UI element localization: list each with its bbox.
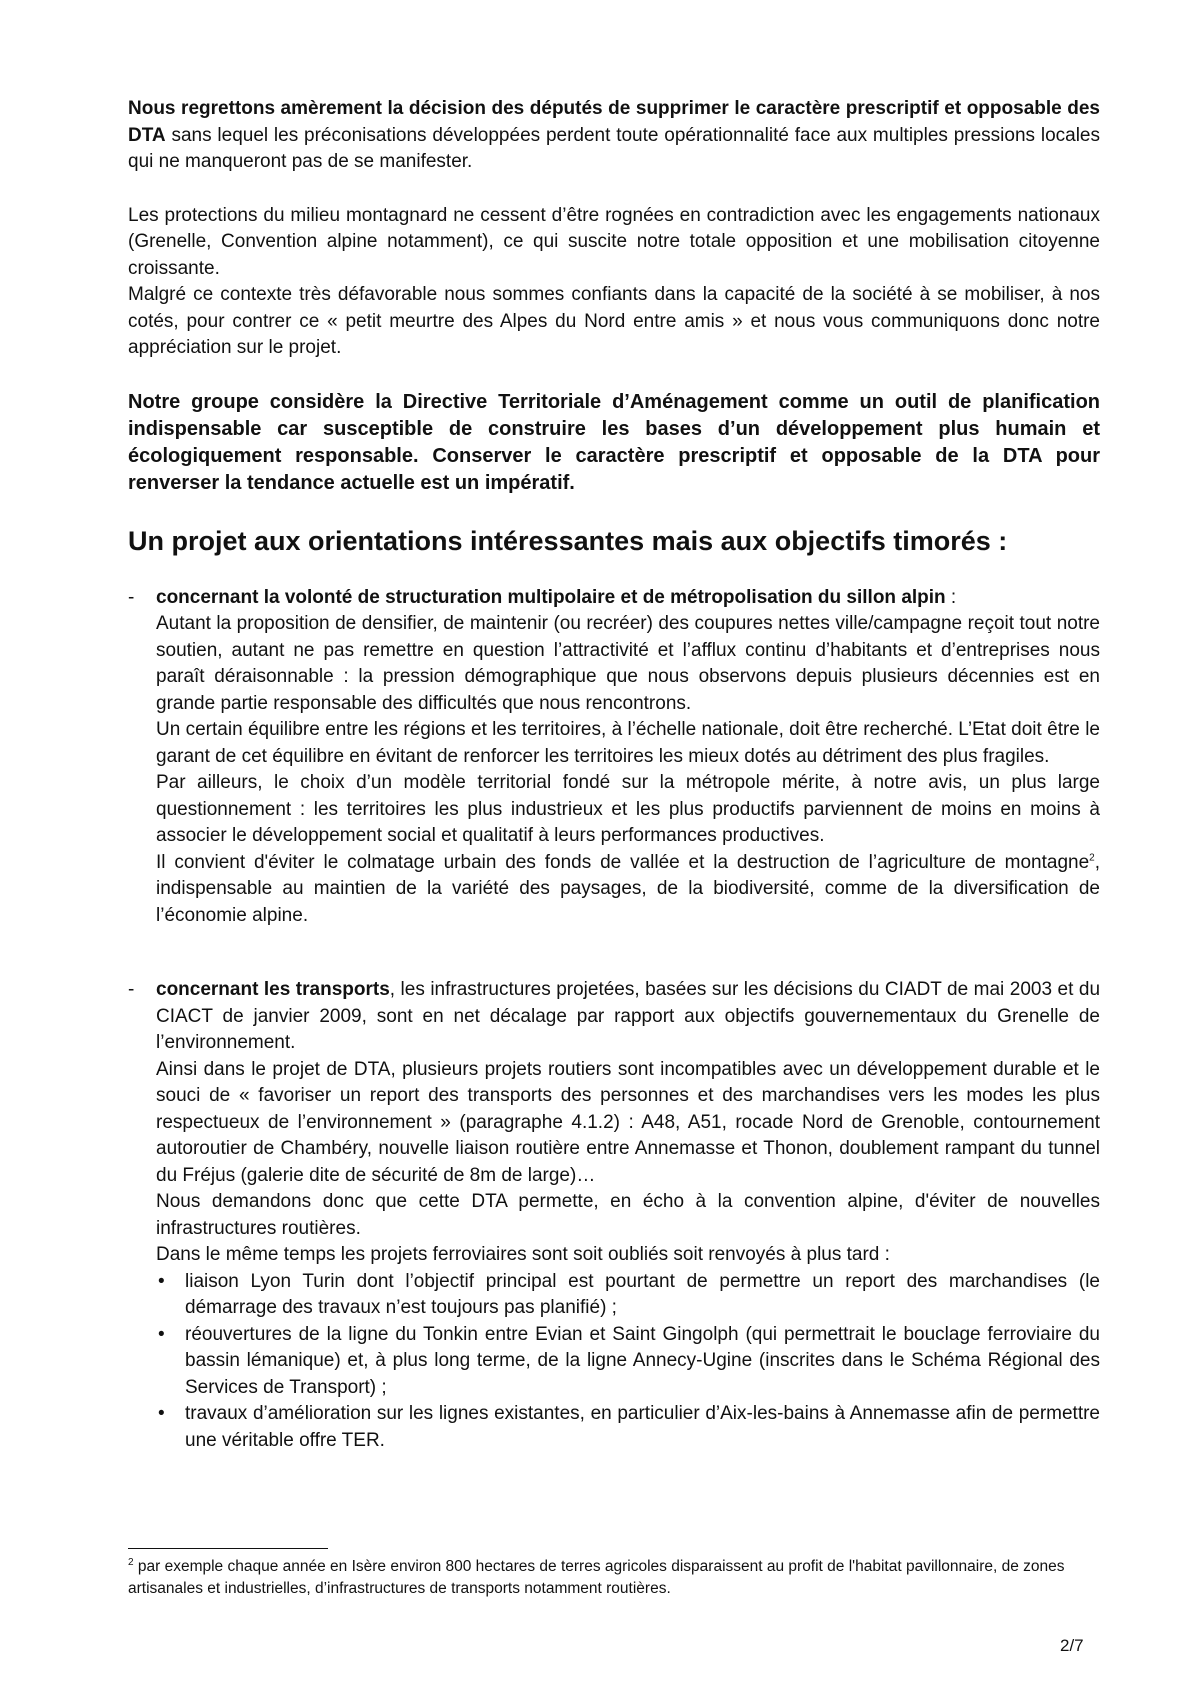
bullet-text: travaux d’amélioration sur les lignes existantes, en particulier d’Aix-les-bains à Annemasse afin de permettre une véritable offre TER. bbox=[185, 1403, 1100, 1451]
footnote-divider bbox=[128, 1548, 328, 1549]
intro-bold-text: Nous regrettons amèrement la décision des députés de supprimer le caractère prescriptif et opposable des DTA bbox=[128, 98, 1100, 146]
page-number: 2/7 bbox=[1060, 1636, 1084, 1655]
footnote-text: par exemple chaque année en Isère environ 800 hectares de terres agricoles disparaissent au profit de l'habitat pavillonnaire, de zones artisanales et industrielles, d’infrastructures de transports notamment routières. bbox=[128, 1558, 1065, 1597]
bullet-icon: • bbox=[158, 1323, 165, 1345]
item-paragraph: Autant la proposition de densifier, de maintenir (ou recréer) des coupures nettes ville/campagne reçoit tout notre soutien, autant ne pas remettre en question l’attractivité et l’afflux continu d’habitants et d’entreprises nous paraît déraisonnable : la pression démographique que nous observons depuis plusieurs décennies est en grande partie responsable des difficultés que nous rencontrons. bbox=[156, 613, 1100, 714]
list-item-transports bbox=[128, 977, 1100, 1269]
bullet-item bbox=[128, 1401, 1100, 1454]
item-title-suffix: , les infrastructures projetées, basées sur les décisions du CIADT de mai 2003 et du CIACT de janvier 2009, sont en net décalage par rapport aux objectifs gouvernementaux du Grenelle de l’environnement. bbox=[156, 979, 1101, 1053]
bullet-icon: • bbox=[158, 1270, 165, 1292]
item-paragraph: Par ailleurs, le choix d’un modèle territorial fondé sur la métropole mérite, à notre avis, un plus large questionnement : les territoires les plus industrieux et les plus productifs parviennent de moins en moins à associer le développement social et qualitatif à leurs performances productives. bbox=[156, 772, 1100, 846]
item-text: , indispensable au maintien de la variété des paysages, de la biodiversité, comme de la diversification de l’économie alpine. bbox=[156, 851, 1100, 926]
intro-text: sans lequel les préconisations développées perdent toute opérationnalité face aux multiples pressions locales qui ne manqueront pas de se manifester. bbox=[128, 124, 1100, 172]
dash-marker: - bbox=[128, 979, 135, 1000]
item-text: Il convient d'éviter le colmatage urbain des fonds de vallée et la destruction de l’agriculture de montagne bbox=[156, 851, 1090, 873]
item-paragraph: Dans le même temps les projets ferroviaires sont soit oubliés soit renvoyés à plus tard : bbox=[156, 1244, 890, 1265]
list-item-structuration bbox=[128, 585, 1100, 930]
item-title-bold: concernant les transports bbox=[156, 979, 390, 1000]
item-title-bold: concernant la volonté de structuration multipolaire et de métropolisation du sillon alpin bbox=[156, 586, 946, 608]
item-paragraph: Nous demandons donc que cette DTA permette, en écho à la convention alpine, d'éviter de nouvelles infrastructures routières. bbox=[156, 1191, 1100, 1239]
item-title bbox=[156, 585, 1100, 612]
intro-paragraph-3: Malgré ce contexte très défavorable nous sommes confiants dans la capacité de la société à se mobiliser, à nos cotés, pour contrer ce « petit meurtre des Alpes du Nord entre amis » et nous vous communiquons donc notre appréciation sur le projet. bbox=[128, 284, 1100, 358]
bullet-text: réouvertures de la ligne du Tonkin entre Evian et Saint Gingolph (qui permettrait le bouclage ferroviaire du bassin lémanique) et, à plus long terme, de la ligne Annecy-Ugine (inscrites dans le Schéma Régional des Services de Transport) ; bbox=[185, 1323, 1100, 1398]
section-heading: Un projet aux orientations intéressantes mais aux objectifs timorés : bbox=[128, 525, 1008, 556]
bullet-item bbox=[128, 1322, 1100, 1402]
dash-marker: - bbox=[128, 586, 135, 608]
footnote bbox=[128, 1556, 1100, 1600]
footnote-marker: 2 bbox=[128, 1556, 134, 1568]
bullet-icon: • bbox=[158, 1403, 165, 1424]
bullet-list bbox=[128, 1269, 1100, 1455]
item-title bbox=[156, 977, 1100, 1057]
bullet-item bbox=[128, 1269, 1100, 1322]
item-paragraph bbox=[156, 850, 1100, 930]
intro-paragraph-4: Notre groupe considère la Directive Territoriale d’Aménagement comme un outil de planification indispensable car susceptible de construire les bases d’un développement plus humain et écologiquement responsable. Conserver le caractère prescriptif et opposable de la DTA pour renverser la tendance actuelle est un impératif. bbox=[128, 390, 1100, 494]
footnote-reference[interactable]: 2 bbox=[1089, 852, 1095, 864]
intro-paragraph-2: Les protections du milieu montagnard ne cessent d’être rognées en contradiction avec les engagements nationaux (Grenelle, Convention alpine notamment), ce qui suscite notre totale opposition et une mobilisation citoyenne croissante. bbox=[128, 204, 1100, 279]
bullet-text: liaison Lyon Turin dont l’objectif principal est pourtant de permettre un report des marchandises (le démarrage des travaux n’est toujours pas planifié) ; bbox=[185, 1270, 1100, 1318]
intro-paragraph-1 bbox=[128, 96, 1100, 176]
item-paragraph: Un certain équilibre entre les régions et les territoires, à l’échelle nationale, doit être recherché. L’Etat doit être le garant de cet équilibre en évitant de renforcer les territoires les mieux dotés au détriment des plus fragiles. bbox=[156, 719, 1100, 767]
item-title-suffix: : bbox=[945, 586, 957, 608]
page-content bbox=[128, 96, 1100, 1454]
item-paragraph: Ainsi dans le projet de DTA, plusieurs projets routiers sont incompatibles avec un développement durable et le souci de « favoriser un report des transports des personnes et des marchandises vers les modes les plus respectueux de l’environnement » (paragraphe 4.1.2) : A48, A51, rocade Nord de Grenoble, contournement autoroutier de Chambéry, nouvelle liaison routière entre Annemasse et Thonon, doublement rampant du tunnel du Fréjus (galerie dite de sécurité de 8m de large)… bbox=[156, 1058, 1100, 1186]
